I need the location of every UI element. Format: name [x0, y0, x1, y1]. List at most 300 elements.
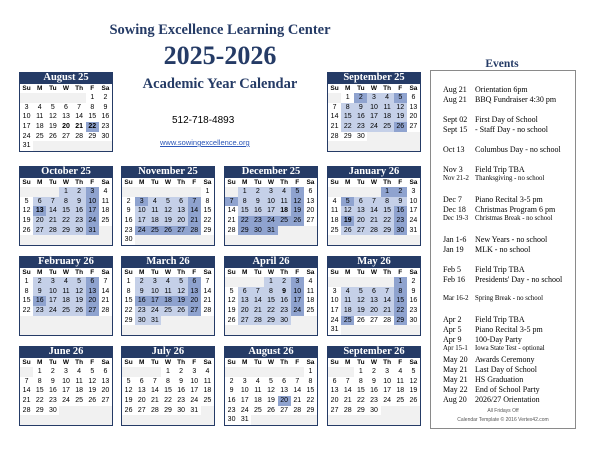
- event-date: Aug 21: [443, 85, 467, 94]
- calendar-day: 12: [291, 197, 304, 207]
- calendar-empty-cell: [225, 325, 238, 335]
- event-text: HS Graduation: [475, 375, 524, 384]
- calendar-day: 18: [35, 123, 44, 131]
- month-title: May 26: [327, 256, 421, 268]
- weekday-header: Th: [177, 269, 186, 276]
- calendar-empty-cell: [59, 235, 72, 245]
- calendar-day: 15: [22, 297, 31, 305]
- event-row: [443, 385, 575, 394]
- weekday-header: Sa: [101, 269, 110, 276]
- weekday-header: Tu: [49, 179, 57, 186]
- calendar-day: 16: [33, 296, 46, 306]
- calendar-empty-cell: [225, 277, 238, 287]
- calendar-empty-cell: [135, 187, 148, 197]
- calendar-day: 28: [150, 406, 159, 414]
- calendar-empty-cell: [20, 325, 33, 335]
- calendar-day: 8: [394, 287, 407, 297]
- calendar-empty-cell: [135, 235, 148, 245]
- calendar-day: 20: [175, 216, 188, 226]
- calendar-empty-cell: [394, 235, 407, 245]
- calendar-empty-cell: [407, 141, 420, 151]
- calendar-empty-cell: [407, 325, 420, 335]
- calendar-day: 7: [77, 103, 82, 111]
- calendar-day: 29: [59, 226, 72, 236]
- calendar-day: 23: [370, 397, 378, 405]
- calendar-day: 29: [264, 316, 277, 326]
- calendar-day: 10: [190, 377, 199, 385]
- calendar-day: 7: [152, 377, 157, 385]
- calendar-day: 11: [254, 387, 262, 395]
- calendar-empty-cell: [99, 406, 112, 416]
- event-text: 100-Day Party: [475, 335, 522, 344]
- event-date: Dec 7: [443, 195, 462, 204]
- month-calendar: [121, 346, 215, 425]
- weekday-header: Su: [330, 179, 339, 186]
- calendar-day: 22: [238, 216, 251, 226]
- weekday-header: W: [62, 85, 70, 92]
- calendar-empty-cell: [33, 325, 46, 335]
- calendar-empty-cell: [201, 406, 214, 416]
- calendar-empty-cell: [99, 316, 112, 326]
- weekday-header: Th: [75, 179, 84, 186]
- weekday-header: Sa: [101, 359, 110, 366]
- calendar-empty-cell: [304, 226, 317, 236]
- weekday-header: W: [164, 179, 172, 186]
- calendar-empty-cell: [341, 187, 354, 197]
- calendar-empty-cell: [407, 406, 420, 416]
- calendar-day: 15: [59, 206, 72, 216]
- calendar-empty-cell: [59, 93, 72, 103]
- weekday-header: Th: [75, 85, 84, 92]
- calendar-day: 2: [394, 187, 407, 197]
- calendar-empty-cell: [407, 415, 420, 425]
- calendar-day: 15: [264, 296, 277, 306]
- calendar-day: 5: [411, 368, 416, 375]
- calendar-day: 2: [251, 187, 264, 197]
- calendar-empty-cell: [148, 325, 161, 335]
- month-calendar: [327, 346, 421, 425]
- calendar-day: 9: [126, 207, 131, 215]
- calendar-day: 13: [33, 206, 46, 216]
- month-title: January 26: [327, 166, 421, 178]
- calendar-day: 12: [227, 297, 236, 305]
- calendar-day: 1: [238, 187, 251, 197]
- calendar-day: 12: [22, 207, 31, 215]
- calendar-day: 26: [48, 132, 57, 140]
- calendar-day: 23: [101, 123, 110, 131]
- weekday-header: F: [398, 85, 403, 92]
- weekday-header: M: [242, 269, 248, 276]
- calendar-empty-cell: [46, 235, 59, 245]
- weekday-header: Su: [124, 179, 133, 186]
- calendar-day: 9: [411, 287, 416, 295]
- event-text: MLK - no school: [475, 245, 531, 254]
- calendar-day: 25: [75, 397, 84, 405]
- calendar-day: 8: [59, 197, 72, 207]
- calendar-day: 11: [203, 377, 212, 385]
- weekday-header: Tu: [357, 269, 365, 276]
- event-date: Nov 21-2: [443, 175, 469, 182]
- calendar-empty-cell: [328, 93, 341, 103]
- calendar-day: 30: [356, 132, 365, 140]
- calendar-day: 16: [227, 397, 236, 405]
- calendar-day: 22: [164, 397, 172, 405]
- calendar-day: 21: [330, 123, 339, 131]
- calendar-empty-cell: [20, 316, 33, 326]
- calendar-empty-cell: [341, 367, 354, 377]
- calendar-day: 10: [264, 197, 277, 207]
- phone-number: 512-718-4893: [172, 115, 235, 126]
- calendar-empty-cell: [175, 325, 188, 335]
- calendar-day: 10: [148, 287, 161, 297]
- calendar-empty-cell: [86, 235, 99, 245]
- calendar-empty-cell: [99, 415, 112, 425]
- calendar-day: 24: [22, 132, 31, 140]
- weekday-header: F: [90, 179, 95, 186]
- calendar-empty-cell: [122, 367, 135, 377]
- calendar-day: 8: [358, 377, 363, 385]
- calendar-empty-cell: [394, 406, 407, 416]
- calendar-day: 24: [190, 397, 199, 405]
- calendar-day: 30: [409, 316, 418, 324]
- calendar-day: 20: [188, 296, 201, 306]
- weekday-header: W: [370, 359, 378, 366]
- calendar-day: 9: [50, 377, 55, 385]
- calendar-day: 2: [73, 187, 86, 197]
- calendar-day: 7: [225, 197, 238, 207]
- calendar-empty-cell: [291, 367, 304, 377]
- calendar-empty-cell: [251, 235, 264, 245]
- calendar-empty-cell: [341, 325, 354, 335]
- weekday-header: M: [345, 179, 351, 186]
- calendar-day: 22: [35, 397, 44, 405]
- calendar-day: 1: [166, 368, 170, 375]
- calendar-day: 27: [175, 226, 188, 236]
- event-text: Field Trip TBA: [475, 315, 525, 324]
- calendar-day: 26: [161, 226, 174, 236]
- calendar-day: 11: [341, 296, 354, 306]
- weekday-header: Su: [22, 269, 31, 276]
- weekday-header: Tu: [254, 179, 262, 186]
- calendar-day: 25: [330, 226, 339, 234]
- calendar-day: 23: [251, 216, 264, 226]
- calendar-empty-cell: [251, 415, 264, 425]
- weekday-header: F: [192, 359, 197, 366]
- month-title: February 26: [19, 256, 113, 268]
- calendar-empty-cell: [354, 141, 367, 151]
- calendar-day: 18: [203, 387, 212, 395]
- calendar-day: 24: [291, 306, 304, 316]
- month-title: July 26: [121, 346, 215, 358]
- calendar-day: 11: [161, 287, 174, 297]
- calendar-day: 25: [381, 122, 394, 132]
- weekday-header: Tu: [49, 359, 57, 366]
- calendar-day: 4: [332, 197, 337, 205]
- calendar-day: 17: [62, 387, 70, 395]
- calendar-day: 28: [343, 406, 352, 414]
- calendar-day: 10: [409, 197, 418, 205]
- calendar-day: 17: [291, 296, 304, 306]
- calendar-empty-cell: [291, 235, 304, 245]
- calendar-day: 18: [381, 112, 394, 122]
- calendar-day: 28: [203, 307, 212, 315]
- calendar-day: 20: [330, 397, 339, 405]
- calendar-empty-cell: [381, 277, 394, 287]
- calendar-empty-cell: [122, 415, 135, 425]
- month-calendar: [19, 256, 113, 335]
- calendar-day: 6: [33, 197, 46, 207]
- weekday-header: M: [139, 269, 145, 276]
- calendar-day: 12: [73, 287, 86, 297]
- calendar-day: 13: [330, 387, 339, 395]
- calendar-day: 18: [341, 306, 354, 316]
- calendar-day: 22: [59, 216, 72, 226]
- weekday-header: Su: [227, 179, 236, 186]
- calendar-day: 21: [203, 297, 212, 305]
- month-title: December 25: [224, 166, 318, 178]
- calendar-day: 23: [135, 306, 148, 316]
- calendar-day: 15: [394, 296, 407, 306]
- calendar-day: 7: [251, 287, 264, 297]
- calendar-day: 10: [291, 287, 304, 297]
- calendar-empty-cell: [135, 415, 148, 425]
- calendar-day: 28: [251, 316, 264, 326]
- calendar-day: 18: [161, 296, 174, 306]
- calendar-empty-cell: [99, 226, 112, 236]
- calendar-day: 1: [59, 187, 72, 197]
- calendar-empty-cell: [328, 367, 341, 377]
- calendar-day: 17: [240, 397, 249, 405]
- calendar-day: 24: [240, 406, 249, 414]
- calendar-day: 15: [164, 387, 172, 395]
- calendar-day: 25: [148, 226, 161, 236]
- calendar-day: 15: [203, 207, 212, 215]
- event-date: Apr 15-1: [443, 345, 468, 352]
- calendar-empty-cell: [264, 367, 277, 377]
- calendar-day: 3: [148, 277, 161, 287]
- calendar-day: 6: [282, 377, 287, 385]
- event-row: [443, 295, 575, 302]
- calendar-day: 3: [332, 287, 337, 295]
- event-date: May 20: [443, 355, 468, 364]
- calendar-day: 20: [33, 216, 46, 226]
- weekday-header: W: [267, 179, 275, 186]
- calendar-day: 3: [291, 277, 304, 287]
- calendar-day: 1: [126, 278, 131, 285]
- calendar-empty-cell: [135, 367, 148, 377]
- month-grid: [327, 178, 421, 246]
- calendar-day: 16: [370, 387, 378, 395]
- calendar-day: 5: [161, 197, 174, 207]
- calendar-day: 1: [205, 188, 210, 195]
- calendar-day: 9: [278, 287, 291, 297]
- calendar-day: 14: [150, 387, 159, 395]
- calendar-empty-cell: [381, 141, 394, 151]
- calendar-day: 4: [148, 197, 161, 207]
- calendar-day: 2: [135, 277, 148, 287]
- calendar-day: 20: [101, 387, 110, 395]
- calendar-day: 12: [124, 387, 133, 395]
- weekday-header: Tu: [254, 359, 262, 366]
- event-row: [443, 175, 575, 182]
- event-date: Sept 15: [443, 125, 468, 134]
- event-row: [443, 235, 575, 244]
- events-panel: [430, 70, 576, 429]
- event-row: [443, 345, 575, 352]
- calendar-day: 23: [48, 397, 57, 405]
- calendar-day: 14: [188, 206, 201, 216]
- calendar-empty-cell: [238, 235, 251, 245]
- event-text: Piano Recital 3-5 pm: [475, 195, 543, 204]
- weekday-header: Sa: [101, 85, 110, 92]
- calendar-empty-cell: [99, 141, 112, 151]
- calendar-empty-cell: [148, 235, 161, 245]
- month-calendar: [121, 256, 215, 335]
- event-date: Dec 19-3: [443, 215, 469, 222]
- calendar-day: 7: [345, 377, 350, 385]
- calendar-day: 3: [385, 368, 390, 375]
- event-row: [443, 245, 575, 254]
- calendar-empty-cell: [291, 325, 304, 335]
- calendar-empty-cell: [328, 187, 341, 197]
- calendar-day: 28: [330, 132, 339, 140]
- calendar-empty-cell: [304, 325, 317, 335]
- calendar-day: 14: [22, 387, 31, 395]
- weekday-header: M: [345, 359, 351, 366]
- calendar-day: 4: [205, 368, 210, 375]
- calendar-day: 20: [137, 397, 146, 405]
- month-title: August 26: [224, 346, 318, 358]
- calendar-empty-cell: [161, 415, 174, 425]
- calendar-empty-cell: [394, 141, 407, 151]
- calendar-day: 19: [22, 217, 31, 225]
- calendar-empty-cell: [122, 325, 135, 335]
- weekday-header: Tu: [151, 269, 159, 276]
- calendar-day: 16: [409, 297, 418, 305]
- event-date: Apr 5: [443, 325, 462, 334]
- calendar-day: 13: [101, 377, 110, 385]
- calendar-empty-cell: [304, 415, 317, 425]
- calendar-day: 26: [394, 122, 407, 132]
- calendar-empty-cell: [381, 325, 394, 335]
- event-row: [443, 395, 575, 404]
- calendar-day: 12: [409, 377, 418, 385]
- calendar-day: 29: [88, 132, 97, 140]
- calendar-day: 27: [33, 226, 46, 236]
- calendar-day: 4: [77, 368, 82, 375]
- calendar-day: 12: [341, 206, 354, 216]
- calendar-day: 11: [36, 113, 44, 121]
- calendar-day: 18: [253, 397, 262, 405]
- weekday-header: Sa: [409, 179, 418, 186]
- calendar-empty-cell: [188, 325, 201, 335]
- calendar-day: 27: [238, 316, 251, 326]
- weekday-header: W: [62, 179, 70, 186]
- calendar-day: 8: [205, 197, 210, 205]
- month-calendar: [327, 256, 421, 335]
- calendar-day: 5: [50, 103, 55, 111]
- calendar-empty-cell: [367, 277, 380, 287]
- weekday-header: Su: [124, 359, 133, 366]
- calendar-day: 25: [253, 406, 262, 414]
- calendar-day: 14: [203, 287, 212, 295]
- calendar-day: 14: [381, 296, 394, 306]
- calendar-day: 28: [367, 226, 380, 236]
- calendar-day: 25: [59, 306, 72, 316]
- calendar-day: 26: [124, 406, 133, 414]
- calendar-empty-cell: [238, 325, 251, 335]
- calendar-empty-cell: [238, 277, 251, 287]
- weekday-header: Tu: [357, 359, 365, 366]
- month-calendar: [224, 166, 318, 245]
- weekday-header: Su: [227, 359, 236, 366]
- calendar-day: 19: [124, 397, 133, 405]
- weekday-header: Tu: [49, 269, 57, 276]
- calendar-day: 3: [24, 103, 29, 111]
- calendar-day: 14: [101, 287, 110, 295]
- weekday-header: Th: [280, 269, 289, 276]
- event-text: First Day of School: [475, 115, 538, 124]
- calendar-day: 26: [409, 397, 418, 405]
- event-row: [443, 335, 575, 344]
- calendar-empty-cell: [278, 226, 291, 236]
- calendar-empty-cell: [328, 141, 341, 151]
- calendar-day: 17: [22, 123, 31, 131]
- event-row: [443, 165, 575, 174]
- calendar-empty-cell: [278, 325, 291, 335]
- calendar-day: 18: [306, 297, 315, 305]
- calendar-day: 30: [73, 226, 86, 236]
- weekday-header: F: [295, 179, 300, 186]
- calendar-empty-cell: [148, 187, 161, 197]
- calendar-day: 22: [22, 307, 31, 315]
- calendar-day: 30: [227, 416, 236, 424]
- calendar-empty-cell: [46, 325, 59, 335]
- calendar-day: 2: [50, 368, 55, 375]
- weekday-header: F: [295, 359, 300, 366]
- calendar-day: 11: [396, 377, 404, 385]
- month-grid: [224, 358, 318, 426]
- calendar-empty-cell: [188, 235, 201, 245]
- event-date: Dec 18: [443, 205, 466, 214]
- calendar-empty-cell: [278, 415, 291, 425]
- calendar-day: 5: [354, 287, 367, 297]
- calendar-day: 12: [175, 287, 188, 297]
- calendar-day: 1: [37, 368, 42, 375]
- event-row: [443, 355, 575, 364]
- weekday-header: Th: [75, 359, 84, 366]
- calendar-empty-cell: [135, 325, 148, 335]
- calendar-empty-cell: [99, 235, 112, 245]
- calendar-day: 1: [264, 277, 277, 287]
- calendar-day: 31: [190, 406, 199, 414]
- events-title: Events: [485, 58, 519, 70]
- calendar-day: 7: [205, 278, 210, 285]
- event-text: Last Day of School: [475, 365, 537, 374]
- calendar-day: 18: [101, 207, 110, 215]
- website-link[interactable]: www.sowingexcellence.org: [160, 138, 250, 147]
- calendar-day: 3: [367, 93, 380, 103]
- event-text: Columbus Day - no school: [475, 145, 561, 154]
- calendar-day: 29: [203, 226, 212, 234]
- calendar-day: 31: [22, 142, 31, 150]
- month-grid: [19, 268, 113, 336]
- calendar-day: 25: [306, 307, 315, 315]
- calendar-day: 29: [381, 226, 394, 236]
- calendar-day: 19: [267, 397, 275, 405]
- calendar-empty-cell: [201, 415, 214, 425]
- calendar-day: 1: [358, 368, 363, 375]
